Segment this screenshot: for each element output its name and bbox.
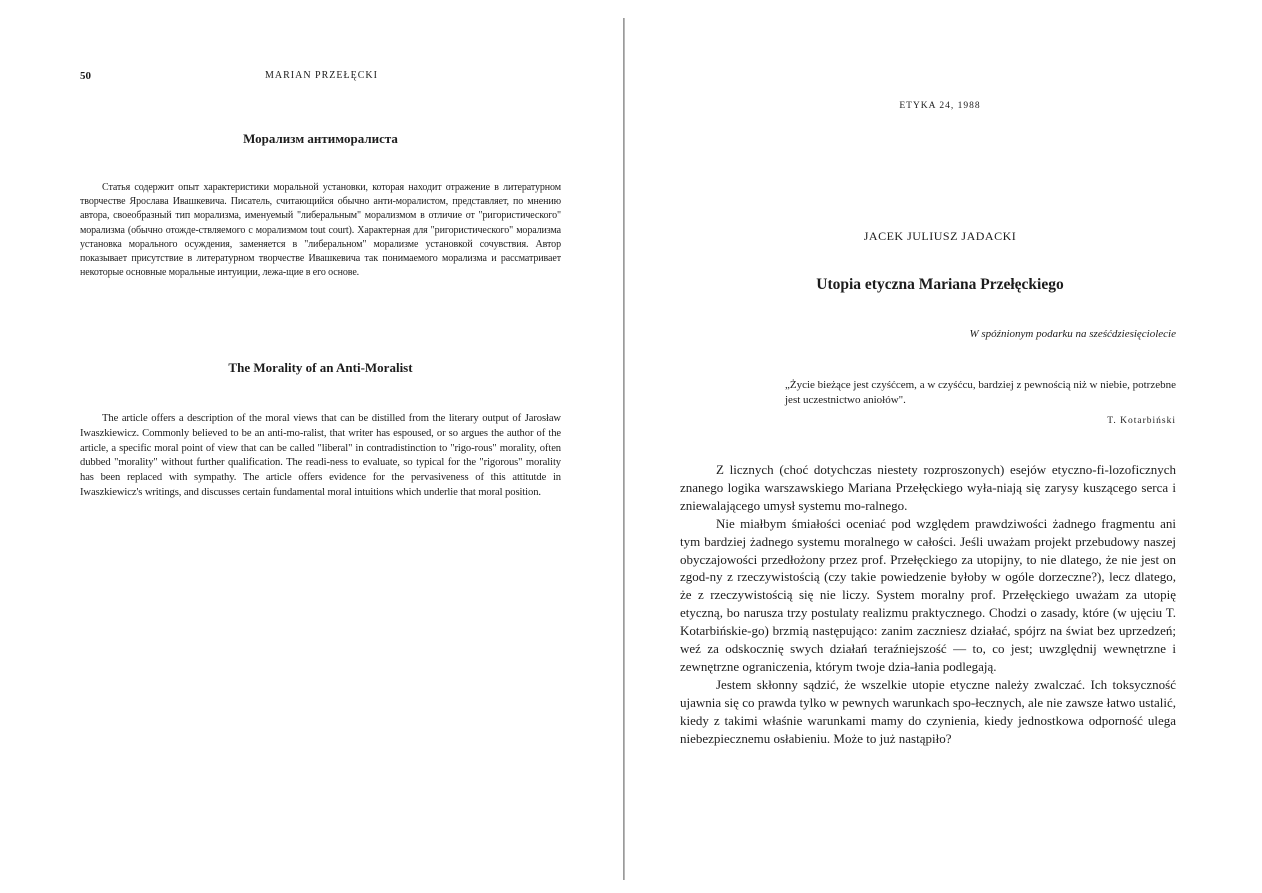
paragraph: Z licznych (choć dotychczas niestety rozproszonych) esejów etyczno-fi-lozoficznych znanego logika warszawskiego Mariana Przełęckiego wyła-niają się zarysy kuszącego serca i zniewalającego umysł systemu mo-ralnego. [680, 462, 1176, 513]
journal-header: ETYKA 24, 1988 [899, 101, 981, 111]
paragraph: Nie miałbym śmiałości oceniać pod względem prawdziwości żadnego fragmentu ani tym bardziej żadnego systemu moralnego w całości. Jeśli uważam projekt przebudowy naszej obyczajowości przedłożony przez prof. Przełęckiego za utopijny, to nie dlatego, że nie jest on zgod-ny z rzeczywistością (czy takie powiedzenie byłoby w ogóle dorzeczne?), lecz dlatego, że z rzeczywistością się nie liczy. System moralny prof. Przełęckiego uważam za utopię etyczną, bo narusza trzy postulaty realizmu praktycznego. Chodzi o zasady, które (w ujęciu T. Kotarbińskie-go) brzmią następująco: zanim zaczniesz działać, spójrz na świat bez uprzedzeń; weź za odskocznię swych działań teraźniejszość — to, co jest; uwzględnij wewnętrzne i zewnętrzne ograniczenia, którym twoje dzia-łania podlegają. [680, 515, 1176, 674]
epigraph-author: T. Kotarbiński [1107, 416, 1176, 426]
article-title: Utopia etyczna Mariana Przełęckiego [816, 276, 1064, 293]
article-author: JACEK JULIUSZ JADACKI [863, 229, 1017, 243]
english-abstract-text: The article offers a description of the moral views that can be distilled from the literary output of Jarosław Iwaszkiewicz. Commonly believed to be an anti-mo-ralist, that writer has espoused, or so argues the author of the article, a specific moral point of view that can be called "liberal" in contradistinction to "rigo-rous" morality, often dubbed "morality" without further qualification. The readi-ness to evaluate, so typical for the "rigorous" morality has been replaced with sympathy. The article offers evidence for the pervasiveness of this attitutde in Iwaszkiewicz's writings, and discusses certain fundamental moral intuitions which underlie that moral position. [80, 413, 561, 498]
epigraph: „Życie bieżące jest czyśćcem, a w czyśćcu, bardziej z pewnością niż w niebie, potrzebne jest uczestnictwo aniołów". [785, 379, 1176, 406]
english-abstract [80, 412, 561, 501]
dedication: W spóźnionym podarku na sześćdziesięciolecie [969, 328, 1176, 340]
russian-abstract [80, 181, 561, 280]
english-title: The Morality of an Anti-Moralist [228, 360, 413, 375]
paragraph: Jestem skłonny sądzić, że wszelkie utopie etyczne należy zwalczać. Ich toksyczność ujawnia się co prawda tylko w pewnych warunkach spo-łecznych, ale nie zawsze łatwo ustalić, kiedy z takimi właśnie warunkami mamy do czynienia, kiedy jednostkowa odporność ulega niebezpiecznemu osłabieniu. Może to już nastąpiło? [680, 676, 1176, 746]
article-body [680, 461, 1176, 748]
book-spine [623, 18, 625, 880]
russian-title: Морализм антиморалиста [243, 131, 398, 146]
russian-abstract-text: Статья содержит опыт характеристики моральной установки, которая находит отражение в литературном творчестве Ярослава Ивашкевича. Писатель, считающийся обычно анти-моралистом, представляет, по мнению автора, своеобразный тип морализма, именуемый "либеральным" морализмом в отличие от "ригористического" морализма (обычно отожде-ствляемого с морализмом tout court). Характерная для "ригористического" морализма установка морального осуждения, заменяется в "либеральном" морализме установкой сочувствия. Автор показывает присутствие в литературном творчестве Ивашкевича так понимаемого морализма и рассматривает некоторые основные моральные интуиции, лежа-щие в его основе. [80, 182, 561, 279]
running-head: MARIAN PRZEŁĘCKI [265, 70, 378, 81]
page-number: 50 [80, 70, 91, 82]
